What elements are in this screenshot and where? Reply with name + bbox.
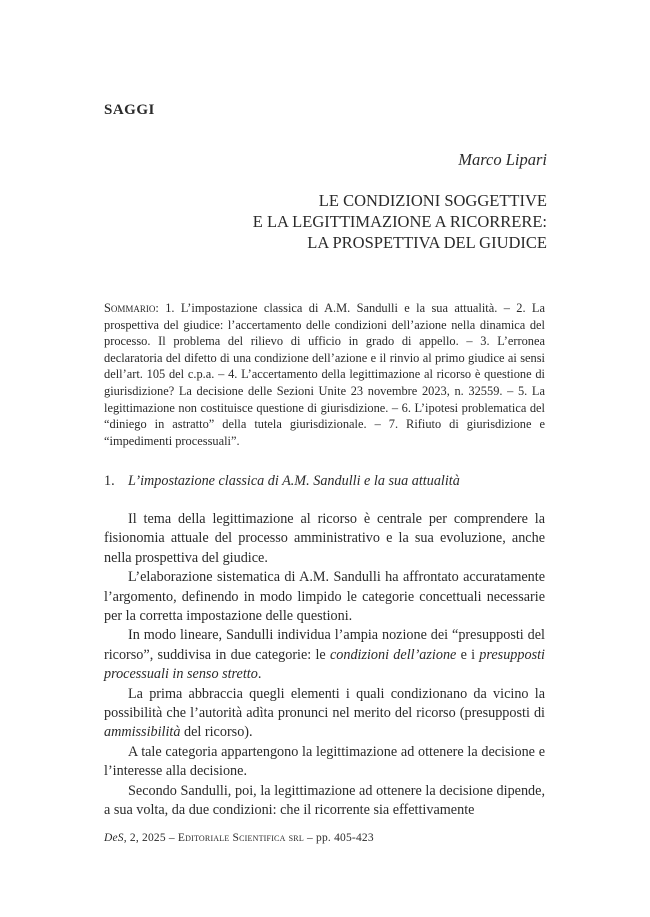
- text-run: La prima abbraccia quegli elementi i quali condizionano da vicino la possibilità che l’autorità adìta pronunci nel merito del ricorso (presupposti di: [104, 685, 545, 722]
- text-run: In modo lineare, Sandulli individua l’ampia nozione dei “presupposti del ricorso”, suddivisa in due categorie: le: [104, 627, 545, 663]
- summary-block: [104, 300, 545, 449]
- issue-info: , 2, 2025 –: [123, 832, 178, 844]
- title-line: E LA LEGITTIMAZIONE A RICORRERE:: [252, 212, 547, 231]
- title-line: LA PROSPETTIVA DEL GIUDICE: [307, 233, 547, 252]
- section-number: 1.: [104, 473, 115, 489]
- author-name: Marco Lipari: [458, 150, 547, 169]
- body-text: [104, 510, 545, 821]
- title-line: LE CONDIZIONI SOGGETTIVE: [318, 191, 547, 210]
- article-title: [127, 190, 547, 253]
- paragraph: [104, 685, 545, 743]
- publisher-name: Editoriale Scientifica srl: [177, 832, 304, 844]
- page-range: – pp. 405-423: [303, 832, 374, 844]
- page-footer: [104, 832, 374, 844]
- paragraph: [104, 626, 545, 684]
- paragraph: Secondo Sandulli, poi, la legittimazione ad ottenere la decisione dipende, a sua volta, da due condizioni: che il ricorrente sia effettivamente: [104, 782, 545, 819]
- paragraph: Il tema della legittimazione al ricorso è centrale per comprendere la fisionomia attuale del processo amministrativo e la sua evoluzione, anche nella prospettiva del giudice.: [104, 511, 545, 566]
- summary-label: Sommario:: [104, 301, 159, 315]
- italic-term: presupposti processuali in senso stretto: [104, 646, 545, 683]
- journal-name: DeS: [104, 832, 124, 844]
- section-heading: [104, 473, 460, 490]
- text-run: .: [257, 666, 262, 683]
- paragraph: L’elaborazione sistematica di A.M. Sandulli ha affrontato accuratamente l’argomento, definendo in modo limpido le categorie concettuali necessarie per la corretta impostazione delle questioni.: [104, 569, 545, 625]
- section-label: SAGGI: [104, 102, 155, 118]
- text-run: del ricorso).: [180, 724, 253, 741]
- section-title: L’impostazione classica di A.M. Sandulli e la sua attualità: [128, 473, 460, 489]
- italic-term: condizioni dell’azione: [329, 646, 457, 663]
- text-run: e i: [456, 646, 480, 663]
- italic-term: ammissibilità: [104, 724, 181, 741]
- paragraph: A tale categoria appartengono la legittimazione ad ottenere la decisione e l’interesse alla decisione.: [104, 743, 545, 780]
- summary-text: 1. L’impostazione classica di A.M. Sandulli e la sua attualità. – 2. La prospettiva del giudice: l’accertamento delle condizioni dell’azione nella dinamica del processo. Il problema del rilievo di ufficio in grado di appello. – 3. L’erronea declaratoria del difetto di una condizione dell’azione e il rinvio al primo giudice ai sensi dell’art. 105 del c.p.a. – 4. L’accertamento della legittimazione al ricorso è questione di giurisdizione? La decisione delle Sezioni Unite 23 novembre 2023, n. 32559. – 5. La legittimazione non costituisce questione di giurisdizione. – 6. L’ipotesi problematica del “diniego in astratto” della tutela giurisdizionale. – 7. Rifiuto di giurisdizione e “impedimenti processuali”.: [104, 301, 545, 448]
